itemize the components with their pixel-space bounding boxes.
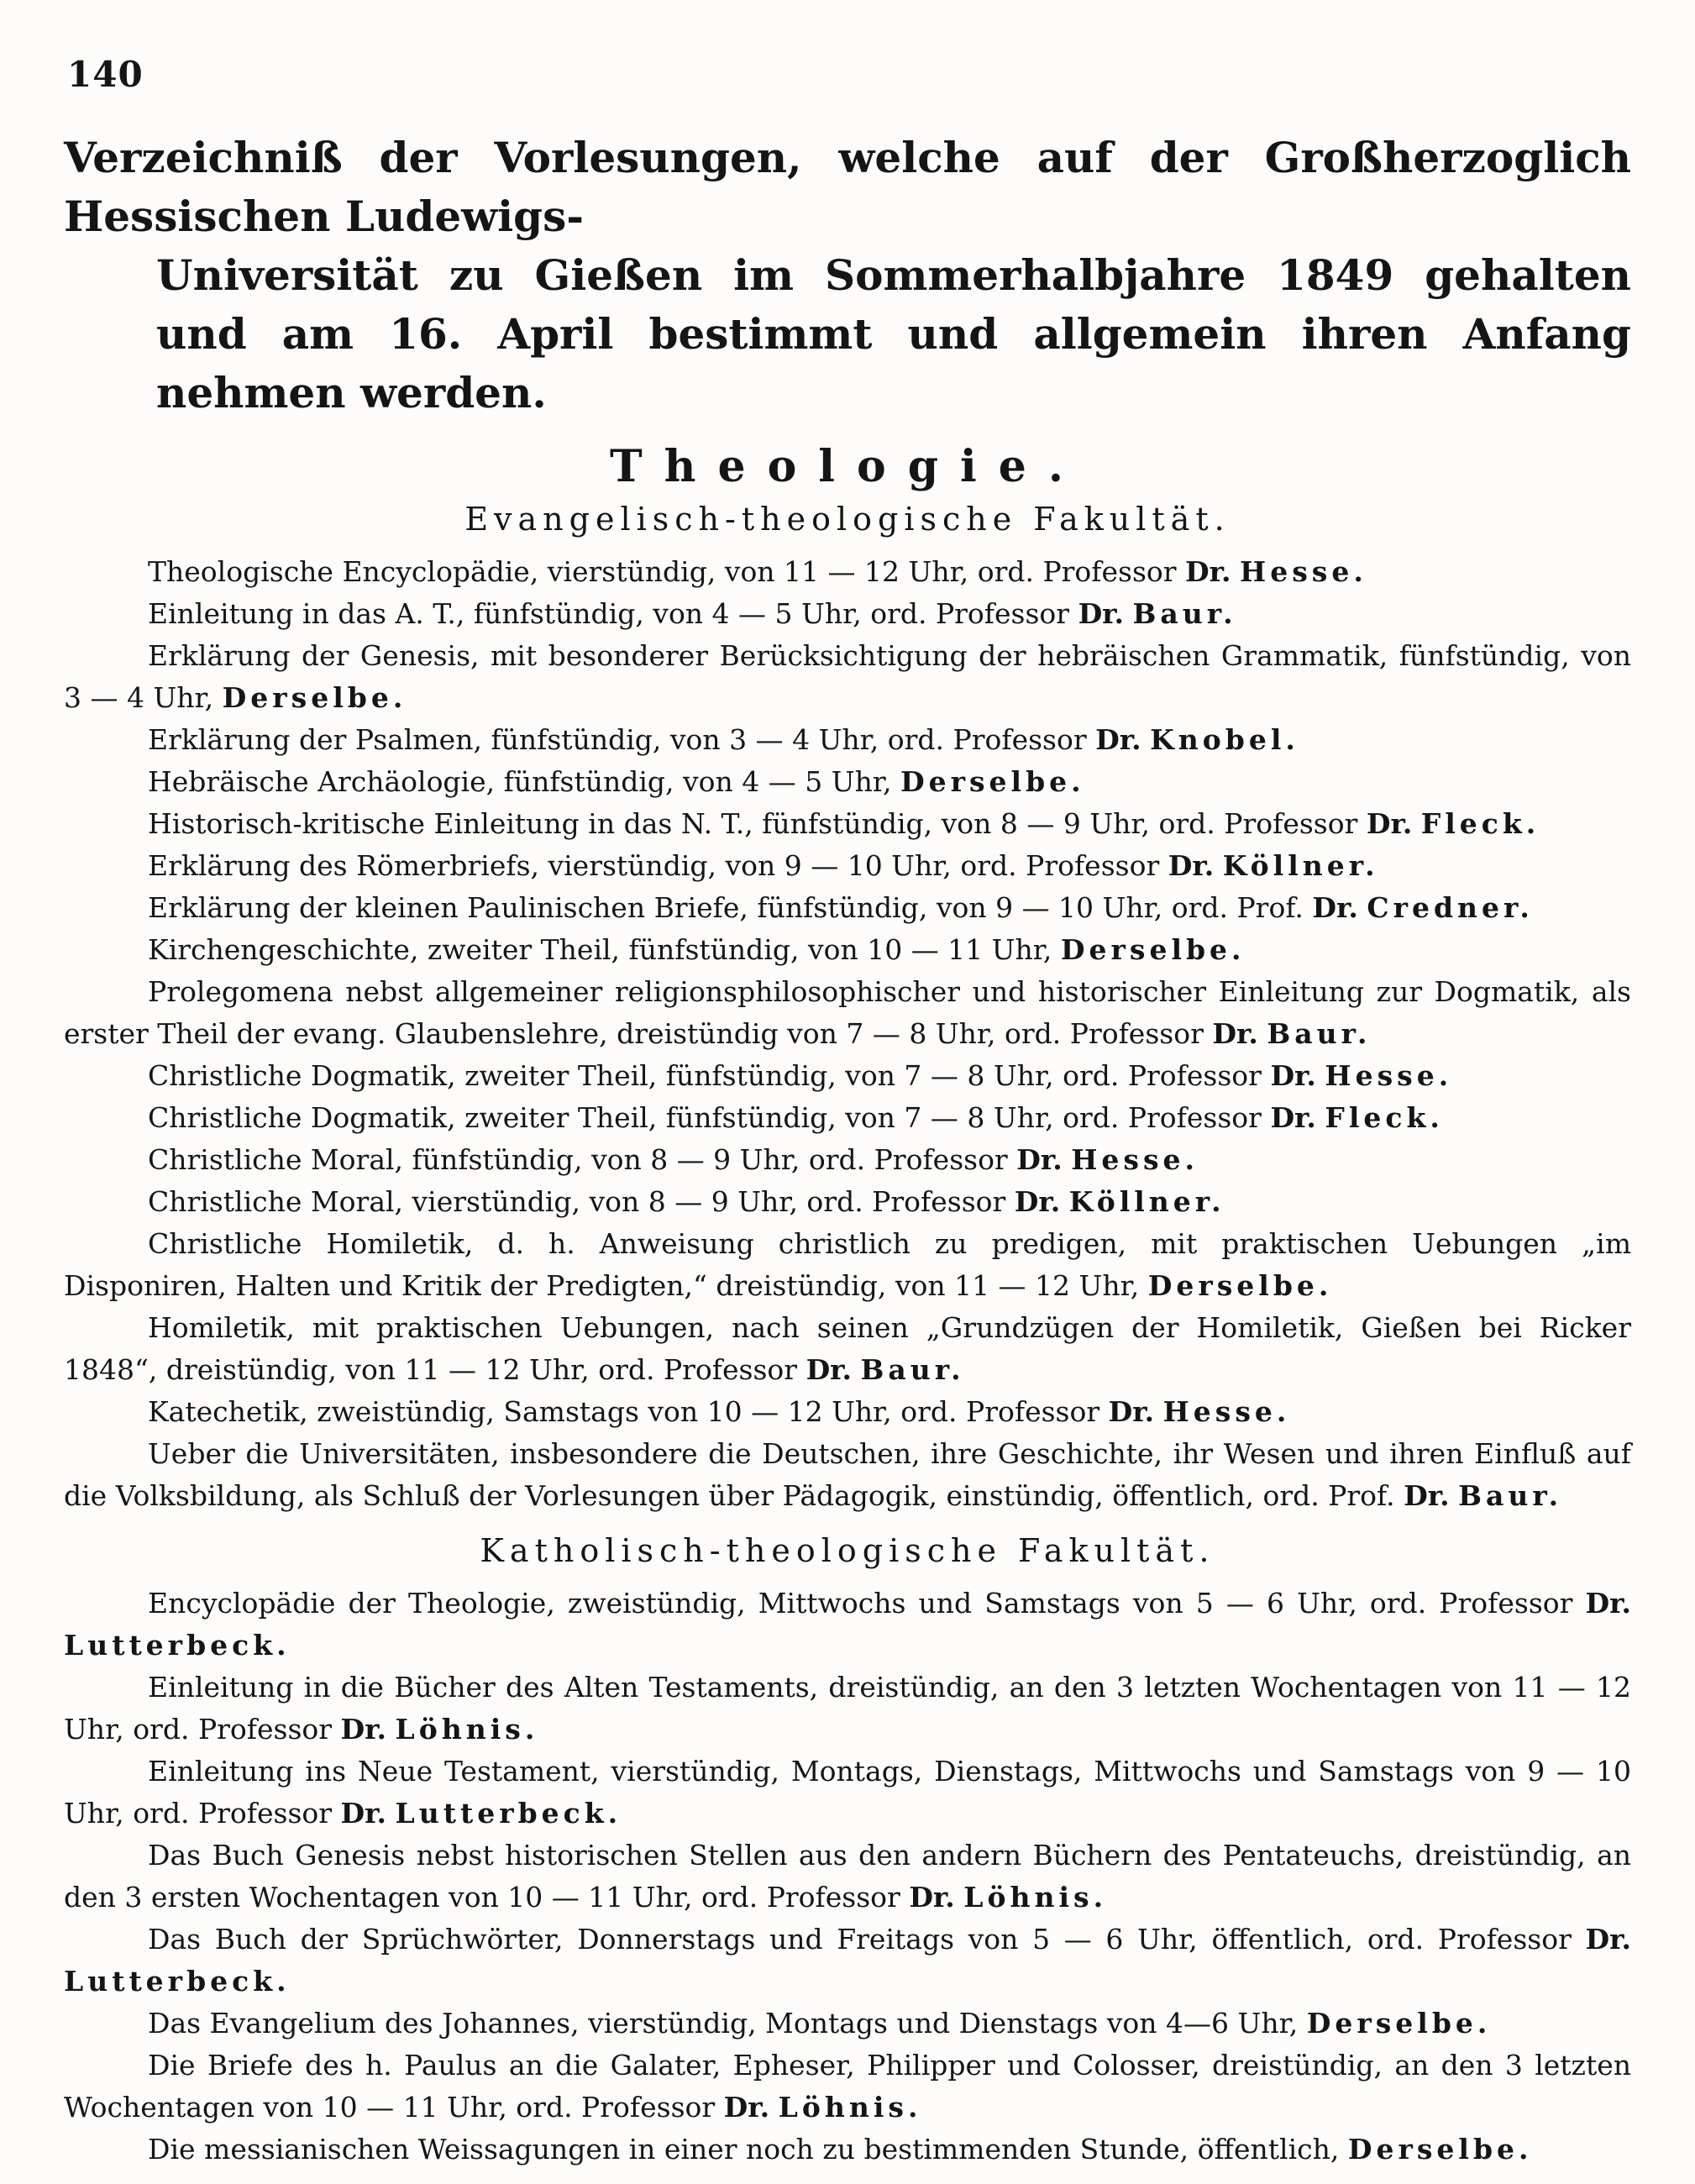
lecture-description: Kirchengeschichte, zweiter Theil, fünfstündig, von 10 — 11 Uhr, [148,933,1052,966]
lecture-description: Erklärung der Genesis, mit besonderer Berücksichtigung der hebräischen Grammatik, fünfstündig, von 3 — 4 Uhr, [64,639,1631,714]
lecture-entry [64,971,1631,1055]
lecture-description: Christliche Homiletik, d. h. Anweisung christlich zu predigen, mit praktischen Uebungen „im Disponiren, Halten und Kritik der Predigten,“ dreistündig, von 11 — 12 Uhr, [64,1227,1631,1302]
section-heading-theologie: Theologie. [609,441,1085,492]
doctor-title: Dr. [1014,1185,1061,1218]
professor-name: Baur. [1458,1479,1563,1512]
lecture-description: Die Briefe des h. Paulus an die Galater, Epheser, Philipper und Colosser, dreistündig, an den 3 letzten Wochentagen von 10 — 11 Uhr, ord. Professor [64,2049,1631,2124]
doctor-title: Dr. [1270,1101,1316,1134]
doctor-title: Dr. [1212,1017,1258,1050]
lecture-description: Das Buch Genesis nebst historischen Stellen aus den andern Büchern des Pentateuchs, dreistündig, an den 3 ersten Wochentagen von 10 — 11 Uhr, ord. Professor [64,1839,1631,1914]
professor-name: Derselbe. [1147,1269,1333,1302]
doctor-title: Dr. [1095,723,1141,756]
professor-name: Lutterbeck. [395,1797,622,1830]
lecture-description: Christliche Dogmatik, zweiter Theil, fünfstündig, von 7 — 8 Uhr, ord. Professor [148,1059,1262,1092]
doctor-title: Dr. [1585,1923,1631,1956]
professor-name: Derselbe. [900,765,1085,798]
doctor-title: Dr. [1168,849,1215,882]
lecture-description: Das Evangelium des Johannes, vierstündig, Montags und Dienstags von 4—6 Uhr, [148,2007,1299,2040]
lecture-description: Encyclopädie der Theologie, zweistündig, Mittwochs und Samstags von 5 — 6 Uhr, ord. Professor [148,1587,1573,1620]
lecture-entry [64,593,1631,635]
professor-name: Lutterbeck. [64,1965,291,1998]
doctor-title: Dr. [723,2091,770,2124]
lecture-entry [64,1055,1631,1097]
professor-name: Knobel. [1150,723,1299,756]
lecture-description: Einleitung in das A. T., fünfstündig, von 4 — 5 Uhr, ord. Professor [148,597,1070,630]
lecture-entry [64,1835,1631,1919]
professor-name: Fleck. [1420,807,1540,840]
lecture-description: Hebräische Archäologie, fünfstündig, von 4 — 5 Uhr, [148,765,892,798]
lecture-entry [64,1433,1631,1517]
professor-name: Köllner. [1222,849,1379,882]
doctor-title: Dr. [1016,1143,1063,1176]
professor-name: Löhnis. [963,1881,1108,1914]
lecture-entry [64,1307,1631,1391]
title-line-1: Verzeichniß der Vorlesungen, welche auf der Großherzoglich Hessischen Ludewigs- [64,133,1631,241]
lecture-description: Einleitung in die Bücher des Alten Testaments, dreistündig, an den 3 letzten Wochentagen von 11 — 12 Uhr, ord. Professor [64,1671,1631,1746]
professor-name: Köllner. [1068,1185,1225,1218]
professor-name: Fleck. [1325,1101,1444,1134]
doctor-title: Dr. [340,1713,387,1746]
doctor-title: Dr. [1585,1587,1631,1620]
lecture-entry [64,2003,1631,2045]
professor-name: Derselbe. [1306,2007,1492,2040]
lecture-entry [64,1919,1631,2003]
lecture-description: Katechetik, zweistündig, Samstags von 10 — 12 Uhr, ord. Professor [148,1395,1100,1428]
lecture-entry [64,1223,1631,1307]
doctor-title: Dr. [1366,807,1413,840]
lecture-entry [64,1751,1631,1835]
lecture-entry [64,1097,1631,1139]
lecture-description: Die messianischen Weissagungen in einer noch zu bestimmenden Stunde, öffentlich, [148,2133,1340,2166]
professor-name: Derselbe. [1347,2133,1533,2166]
lecture-description: Erklärung der kleinen Paulinischen Briefe, fünfstündig, von 9 — 10 Uhr, ord. Prof. [148,891,1304,924]
lecture-entry [64,845,1631,887]
lecture-description: Christliche Moral, fünfstündig, von 8 — 9 Uhr, ord. Professor [148,1143,1008,1176]
professor-name: Baur. [860,1353,965,1386]
lecture-entry [64,551,1631,593]
title-continuation: Universität zu Gießen im Sommerhalbjahre 1849 gehalten und am 16. April bestimmt und allgemein ihren Anfang nehmen werden. [156,250,1631,417]
professor-name: Löhnis. [395,1713,539,1746]
faculty-heading: Katholisch-theologische Fakultät. [480,1532,1215,1569]
professor-name: Derselbe. [1060,933,1246,966]
lecture-entry [64,761,1631,803]
professor-name: Löhnis. [778,2091,922,2124]
lecture-description: Ueber die Universitäten, insbesondere die Deutschen, ihre Geschichte, ihr Wesen und ihren Einfluß auf die Volksbildung, als Schluß der Vorlesungen über Pädagogik, einstündig, öffentlich, ord. Prof. [64,1437,1631,1512]
page-title [64,129,1631,423]
doctor-title: Dr. [1185,555,1231,588]
lecture-description: Einleitung ins Neue Testament, vierstündig, Montags, Dienstags, Mittwochs und Samstags von 9 — 10 Uhr, ord. Professor [64,1755,1631,1830]
lecture-entry [64,1181,1631,1223]
doctor-title: Dr. [909,1881,955,1914]
lecture-entry [64,1583,1631,1667]
professor-name: Baur. [1132,597,1237,630]
lecture-entry [64,2129,1631,2171]
lecture-description: Homiletik, mit praktischen Uebungen, nach seinen „Grundzügen der Homiletik, Gießen bei Ricker 1848“, dreistündig, von 11 — 12 Uhr, ord. Professor [64,1311,1631,1386]
faculties-container [64,501,1631,2171]
lecture-description: Erklärung der Psalmen, fünfstündig, von 3 — 4 Uhr, ord. Professor [148,723,1087,756]
lecture-entry [64,2045,1631,2129]
doctor-title: Dr. [1270,1059,1316,1092]
lecture-entry [64,887,1631,929]
lecture-description: Historisch-kritische Einleitung in das N. T., fünfstündig, von 8 — 9 Uhr, ord. Professor [148,807,1358,840]
faculty-heading: Evangelisch-theologische Fakultät. [464,501,1231,538]
professor-name: Hesse. [1162,1395,1291,1428]
lecture-description: Christliche Moral, vierstündig, von 8 — 9 Uhr, ord. Professor [148,1185,1006,1218]
lecture-entry [64,1391,1631,1433]
lecture-description: Das Buch der Sprüchwörter, Donnerstags und Freitags von 5 — 6 Uhr, öffentlich, ord. Professor [148,1923,1572,1956]
professor-name: Hesse. [1071,1143,1199,1176]
lecture-entry [64,1667,1631,1751]
doctor-title: Dr. [1078,597,1125,630]
professor-name: Hesse. [1240,555,1367,588]
doctor-title: Dr. [1108,1395,1155,1428]
professor-name: Baur. [1267,1017,1372,1050]
lecture-entry [64,1139,1631,1181]
professor-name: Derselbe. [222,681,407,714]
professor-name: Credner. [1367,891,1534,924]
doctor-title: Dr. [1312,891,1358,924]
lecture-description: Christliche Dogmatik, zweiter Theil, fünfstündig, von 7 — 8 Uhr, ord. Professor [148,1101,1262,1134]
lecture-entry [64,803,1631,845]
lecture-description: Erklärung des Römerbriefs, vierstündig, von 9 — 10 Uhr, ord. Professor [148,849,1160,882]
doctor-title: Dr. [340,1797,387,1830]
doctor-title: Dr. [1404,1479,1450,1512]
doctor-title: Dr. [806,1353,853,1386]
page-number: 140 [67,54,144,95]
lecture-entry [64,929,1631,971]
lecture-entry [64,635,1631,719]
professor-name: Hesse. [1325,1059,1453,1092]
lecture-description: Prolegomena nebst allgemeiner religionsphilosophischer und historischer Einleitung zur Dogmatik, als erster Theil der evang. Glaubenslehre, dreistündig von 7 — 8 Uhr, ord. Professor [64,975,1631,1050]
lecture-description: Theologische Encyclopädie, vierstündig, von 11 — 12 Uhr, ord. Professor [148,555,1177,588]
professor-name: Lutterbeck. [64,1629,291,1662]
lecture-entry [64,719,1631,761]
